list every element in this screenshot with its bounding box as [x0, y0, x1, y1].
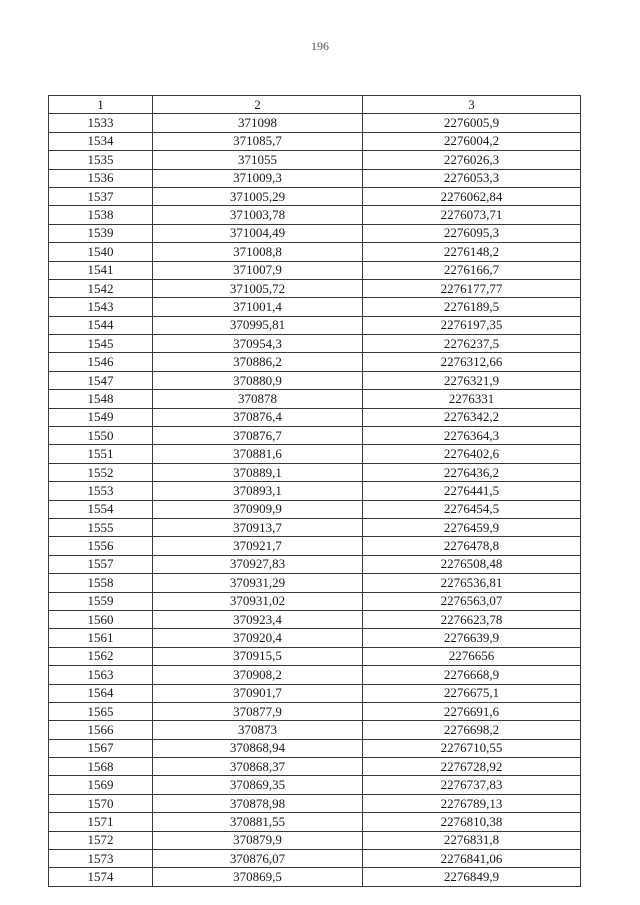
table-row: [49, 408, 581, 426]
table-row: [49, 151, 581, 169]
x-coordinate-cell: 370920,4: [153, 629, 363, 647]
table-row: [49, 169, 581, 187]
point-number-cell: 1552: [49, 463, 153, 481]
y-coordinate-cell: 2276639,9: [363, 629, 581, 647]
x-coordinate-cell: 370913,7: [153, 518, 363, 536]
point-number-cell: 1558: [49, 574, 153, 592]
column-header-1: 1: [49, 96, 153, 114]
y-coordinate-cell: 2276053,3: [363, 169, 581, 187]
table-row: [49, 482, 581, 500]
y-coordinate-cell: 2276441,5: [363, 482, 581, 500]
x-coordinate-cell: 370869,35: [153, 776, 363, 794]
table-row: [49, 463, 581, 481]
point-number-cell: 1546: [49, 353, 153, 371]
x-coordinate-cell: 370868,94: [153, 739, 363, 757]
y-coordinate-cell: 2276148,2: [363, 243, 581, 261]
y-coordinate-cell: 2276197,35: [363, 316, 581, 334]
table-row: [49, 537, 581, 555]
y-coordinate-cell: 2276841,06: [363, 850, 581, 868]
y-coordinate-cell: 2276849,9: [363, 868, 581, 886]
x-coordinate-cell: 371004,49: [153, 224, 363, 242]
point-number-cell: 1537: [49, 187, 153, 205]
table-row: [49, 279, 581, 297]
x-coordinate-cell: 371098: [153, 114, 363, 132]
y-coordinate-cell: 2276062,84: [363, 187, 581, 205]
table-row: [49, 261, 581, 279]
table-row: [49, 555, 581, 573]
point-number-cell: 1540: [49, 243, 153, 261]
y-coordinate-cell: 2276177,77: [363, 279, 581, 297]
point-number-cell: 1554: [49, 500, 153, 518]
point-number-cell: 1542: [49, 279, 153, 297]
table-row: [49, 702, 581, 720]
header-row: [49, 96, 581, 114]
table-row: [49, 868, 581, 886]
point-number-cell: 1545: [49, 335, 153, 353]
y-coordinate-cell: 2276737,83: [363, 776, 581, 794]
table-row: [49, 335, 581, 353]
x-coordinate-cell: 371003,78: [153, 206, 363, 224]
x-coordinate-cell: 371005,29: [153, 187, 363, 205]
point-number-cell: 1539: [49, 224, 153, 242]
table-row: [49, 684, 581, 702]
y-coordinate-cell: 2276728,92: [363, 758, 581, 776]
table-row: [49, 132, 581, 150]
x-coordinate-cell: 370879,9: [153, 831, 363, 849]
x-coordinate-cell: 370908,2: [153, 666, 363, 684]
table-row: [49, 647, 581, 665]
coordinates-table: [48, 95, 581, 887]
point-number-cell: 1574: [49, 868, 153, 886]
y-coordinate-cell: 2276536,81: [363, 574, 581, 592]
point-number-cell: 1549: [49, 408, 153, 426]
x-coordinate-cell: 370923,4: [153, 610, 363, 628]
x-coordinate-cell: 370876,7: [153, 427, 363, 445]
y-coordinate-cell: 2276026,3: [363, 151, 581, 169]
x-coordinate-cell: 370886,2: [153, 353, 363, 371]
x-coordinate-cell: 370868,37: [153, 758, 363, 776]
y-coordinate-cell: 2276623,78: [363, 610, 581, 628]
point-number-cell: 1560: [49, 610, 153, 628]
table-row: [49, 721, 581, 739]
point-number-cell: 1555: [49, 518, 153, 536]
table-row: [49, 371, 581, 389]
point-number-cell: 1559: [49, 592, 153, 610]
x-coordinate-cell: 371008,8: [153, 243, 363, 261]
table-row: [49, 114, 581, 132]
point-number-cell: 1565: [49, 702, 153, 720]
y-coordinate-cell: 2276331: [363, 390, 581, 408]
table-row: [49, 187, 581, 205]
table-row: [49, 316, 581, 334]
point-number-cell: 1566: [49, 721, 153, 739]
x-coordinate-cell: 370995,81: [153, 316, 363, 334]
table-row: [49, 206, 581, 224]
table-row: [49, 794, 581, 812]
x-coordinate-cell: 370921,7: [153, 537, 363, 555]
point-number-cell: 1533: [49, 114, 153, 132]
table-row: [49, 739, 581, 757]
point-number-cell: 1535: [49, 151, 153, 169]
point-number-cell: 1557: [49, 555, 153, 573]
point-number-cell: 1534: [49, 132, 153, 150]
y-coordinate-cell: 2276364,3: [363, 427, 581, 445]
table-row: [49, 850, 581, 868]
y-coordinate-cell: 2276698,2: [363, 721, 581, 739]
point-number-cell: 1569: [49, 776, 153, 794]
y-coordinate-cell: 2276810,38: [363, 813, 581, 831]
point-number-cell: 1547: [49, 371, 153, 389]
x-coordinate-cell: 370931,29: [153, 574, 363, 592]
x-coordinate-cell: 370954,3: [153, 335, 363, 353]
point-number-cell: 1544: [49, 316, 153, 334]
x-coordinate-cell: 371085,7: [153, 132, 363, 150]
column-header-2: 2: [153, 96, 363, 114]
y-coordinate-cell: 2276668,9: [363, 666, 581, 684]
x-coordinate-cell: 371007,9: [153, 261, 363, 279]
x-coordinate-cell: 370878: [153, 390, 363, 408]
y-coordinate-cell: 2276691,6: [363, 702, 581, 720]
y-coordinate-cell: 2276436,2: [363, 463, 581, 481]
point-number-cell: 1568: [49, 758, 153, 776]
table-body: [49, 114, 581, 886]
x-coordinate-cell: 370881,55: [153, 813, 363, 831]
table-row: [49, 610, 581, 628]
y-coordinate-cell: 2276073,71: [363, 206, 581, 224]
x-coordinate-cell: 370876,07: [153, 850, 363, 868]
table-row: [49, 298, 581, 316]
x-coordinate-cell: 370881,6: [153, 445, 363, 463]
y-coordinate-cell: 2276004,2: [363, 132, 581, 150]
x-coordinate-cell: 371005,72: [153, 279, 363, 297]
point-number-cell: 1570: [49, 794, 153, 812]
table-row: [49, 500, 581, 518]
table-row: [49, 776, 581, 794]
point-number-cell: 1564: [49, 684, 153, 702]
point-number-cell: 1543: [49, 298, 153, 316]
y-coordinate-cell: 2276508,48: [363, 555, 581, 573]
point-number-cell: 1548: [49, 390, 153, 408]
x-coordinate-cell: 370893,1: [153, 482, 363, 500]
table-row: [49, 831, 581, 849]
x-coordinate-cell: 371055: [153, 151, 363, 169]
x-coordinate-cell: 371001,4: [153, 298, 363, 316]
table-row: [49, 353, 581, 371]
x-coordinate-cell: 370878,98: [153, 794, 363, 812]
point-number-cell: 1562: [49, 647, 153, 665]
point-number-cell: 1536: [49, 169, 153, 187]
point-number-cell: 1573: [49, 850, 153, 868]
table-row: [49, 574, 581, 592]
y-coordinate-cell: 2276321,9: [363, 371, 581, 389]
column-header-3: 3: [363, 96, 581, 114]
x-coordinate-cell: 370880,9: [153, 371, 363, 389]
x-coordinate-cell: 370873: [153, 721, 363, 739]
y-coordinate-cell: 2276789,13: [363, 794, 581, 812]
y-coordinate-cell: 2276402,6: [363, 445, 581, 463]
point-number-cell: 1561: [49, 629, 153, 647]
y-coordinate-cell: 2276675,1: [363, 684, 581, 702]
point-number-cell: 1541: [49, 261, 153, 279]
point-number-cell: 1553: [49, 482, 153, 500]
y-coordinate-cell: 2276478,8: [363, 537, 581, 555]
table-row: [49, 243, 581, 261]
page-number: 196: [311, 39, 329, 53]
x-coordinate-cell: 370915,5: [153, 647, 363, 665]
point-number-cell: 1556: [49, 537, 153, 555]
point-number-cell: 1572: [49, 831, 153, 849]
x-coordinate-cell: 370877,9: [153, 702, 363, 720]
point-number-cell: 1551: [49, 445, 153, 463]
point-number-cell: 1567: [49, 739, 153, 757]
point-number-cell: 1550: [49, 427, 153, 445]
y-coordinate-cell: 2276312,66: [363, 353, 581, 371]
point-number-cell: 1571: [49, 813, 153, 831]
table-row: [49, 666, 581, 684]
x-coordinate-cell: 370889,1: [153, 463, 363, 481]
table-row: [49, 224, 581, 242]
x-coordinate-cell: 370901,7: [153, 684, 363, 702]
y-coordinate-cell: 2276454,5: [363, 500, 581, 518]
x-coordinate-cell: 371009,3: [153, 169, 363, 187]
x-coordinate-cell: 370876,4: [153, 408, 363, 426]
y-coordinate-cell: 2276095,3: [363, 224, 581, 242]
y-coordinate-cell: 2276166,7: [363, 261, 581, 279]
table-row: [49, 445, 581, 463]
point-number-cell: 1538: [49, 206, 153, 224]
x-coordinate-cell: 370931,02: [153, 592, 363, 610]
table-row: [49, 629, 581, 647]
table-header: [49, 96, 581, 114]
y-coordinate-cell: 2276656: [363, 647, 581, 665]
y-coordinate-cell: 2276342,2: [363, 408, 581, 426]
y-coordinate-cell: 2276459,9: [363, 518, 581, 536]
table-row: [49, 592, 581, 610]
table-row: [49, 518, 581, 536]
y-coordinate-cell: 2276563,07: [363, 592, 581, 610]
point-number-cell: 1563: [49, 666, 153, 684]
y-coordinate-cell: 2276189,5: [363, 298, 581, 316]
x-coordinate-cell: 370927,83: [153, 555, 363, 573]
table-row: [49, 427, 581, 445]
x-coordinate-cell: 370869,5: [153, 868, 363, 886]
y-coordinate-cell: 2276831,8: [363, 831, 581, 849]
table-row: [49, 390, 581, 408]
table-row: [49, 813, 581, 831]
y-coordinate-cell: 2276710,55: [363, 739, 581, 757]
x-coordinate-cell: 370909,9: [153, 500, 363, 518]
table-row: [49, 758, 581, 776]
y-coordinate-cell: 2276237,5: [363, 335, 581, 353]
y-coordinate-cell: 2276005,9: [363, 114, 581, 132]
